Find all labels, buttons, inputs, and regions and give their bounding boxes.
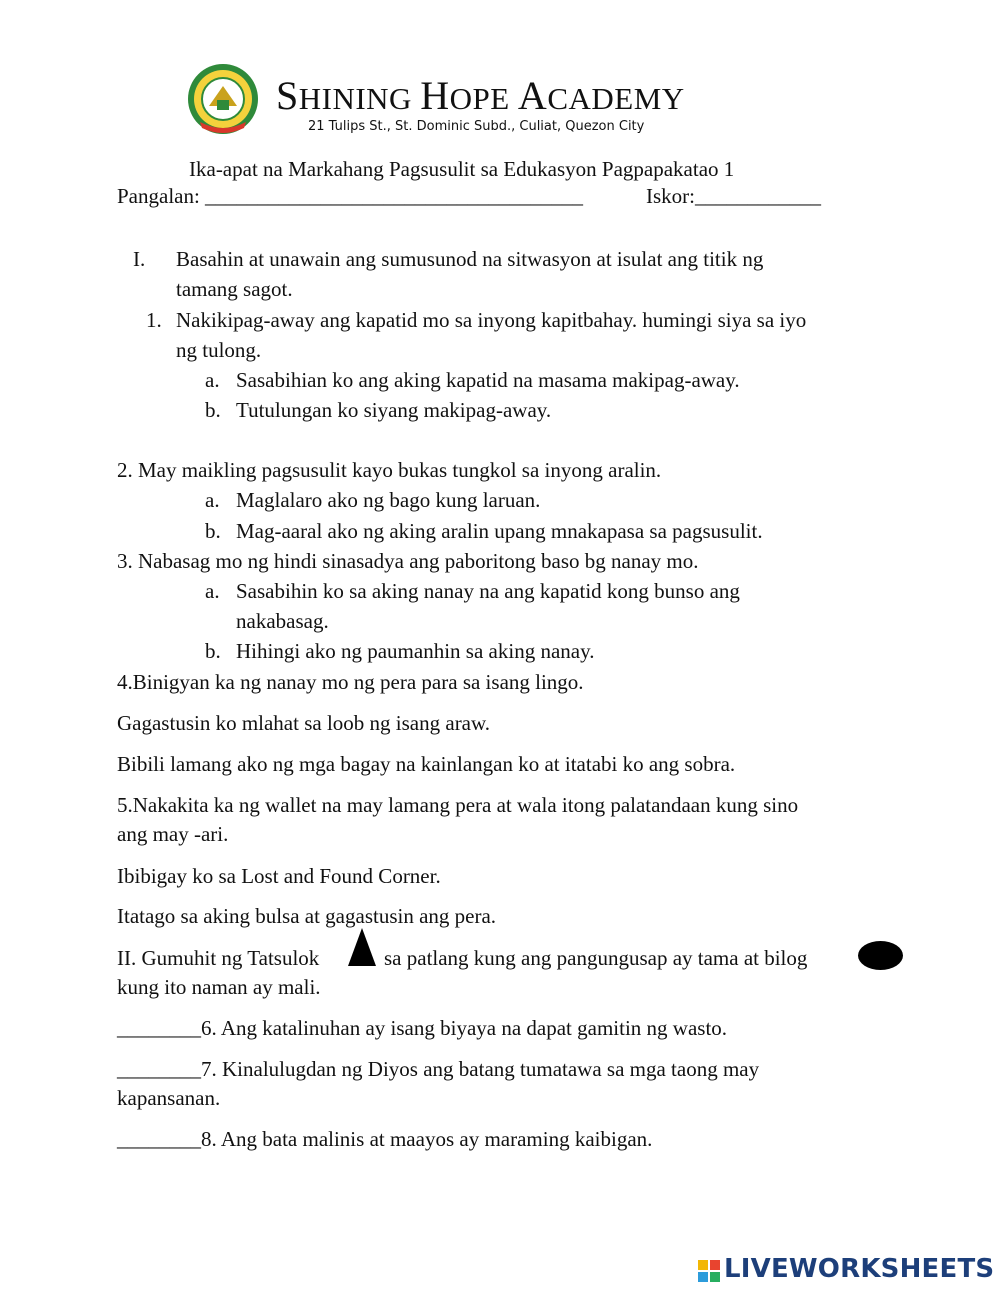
question-number: 1. <box>146 308 162 332</box>
question-4-option-1[interactable]: Gagastusin ko mlahat sa loob ng isang araw. <box>117 711 491 735</box>
name-field[interactable]: Pangalan: ____________________________________ <box>117 184 584 208</box>
question-1-option-b[interactable]: Tutulungan ko siyang makipag-away. <box>236 398 552 422</box>
question-8-text: 8. Ang bata malinis at maayos ay maraming kaibigan. <box>201 1127 653 1151</box>
question-2-text: 2. May maikling pagsusulit kayo bukas tungkol sa inyong aralin. <box>117 458 662 482</box>
question-8 <box>117 1124 652 1154</box>
part1-instruction: Basahin at unawain ang sumusunod na sitwasyon at isulat ang titik ng <box>176 247 764 271</box>
part2-instruction-mid: sa patlang kung ang pangungusap ay tama at bilog <box>384 946 808 970</box>
question-3-text: 3. Nabasag mo ng hindi sinasadya ang paboritong baso bg nanay mo. <box>117 549 699 573</box>
score-field[interactable]: Iskor:____________ <box>646 184 821 208</box>
question-6 <box>117 1013 727 1043</box>
answer-blank[interactable]: ________ <box>117 1127 201 1151</box>
question-7-text: 7. Kinalulugdan ng Diyos ang batang tumatawa sa mga taong may <box>201 1057 760 1081</box>
question-5-text-cont: ang may -ari. <box>117 822 229 846</box>
question-5-option-1[interactable]: Ibibigay ko sa Lost and Found Corner. <box>117 864 441 888</box>
option-letter: a. <box>205 488 220 512</box>
question-2-option-b[interactable]: Mag-aaral ako ng aking aralin upang mnakapasa sa pagsusulit. <box>236 519 763 543</box>
question-3-option-a-cont[interactable]: nakabasag. <box>236 609 329 633</box>
question-5-text: 5.Nakakita ka ng wallet na may lamang pera at wala itong palatandaan kung sino <box>117 793 799 817</box>
option-letter: b. <box>205 639 221 663</box>
page-title: Ika-apat na Markahang Pagsusulit sa Edukasyon Pagpapakatao 1 <box>189 157 735 181</box>
question-7 <box>117 1054 759 1084</box>
answer-blank[interactable]: ________ <box>117 1016 201 1040</box>
school-name: SHINING HOPE ACADEMY <box>276 73 685 118</box>
part-numeral: I. <box>133 247 146 271</box>
liveworksheets-logo-icon <box>698 1260 720 1282</box>
oval-icon <box>858 941 903 970</box>
question-4-text: 4.Binigyan ka ng nanay mo ng pera para sa isang lingo. <box>117 670 584 694</box>
answer-blank[interactable]: ________ <box>117 1057 201 1081</box>
question-1-option-a[interactable]: Sasabihian ko ang aking kapatid na masama makipag-away. <box>236 368 740 392</box>
part2-instruction-cont: kung ito naman ay mali. <box>117 975 321 999</box>
question-6-text: 6. Ang katalinuhan ay isang biyaya na dapat gamitin ng wasto. <box>201 1016 728 1040</box>
question-1-text-cont: ng tulong. <box>176 338 262 362</box>
liveworksheets-brand[interactable]: LIVEWORKSHEETS <box>724 1254 995 1284</box>
triangle-icon <box>348 928 376 966</box>
question-4-option-2[interactable]: Bibili lamang ako ng mga bagay na kainlangan ko at itatabi ko ang sobra. <box>117 752 736 776</box>
option-letter: b. <box>205 519 221 543</box>
question-2-option-a[interactable]: Maglalaro ako ng bago kung laruan. <box>236 488 541 512</box>
part1-instruction-cont: tamang sagot. <box>176 277 293 301</box>
question-7-text-cont: kapansanan. <box>117 1086 221 1110</box>
question-3-option-b[interactable]: Hihingi ako ng paumanhin sa aking nanay. <box>236 639 595 663</box>
question-1-text: Nakikipag-away ang kapatid mo sa inyong kapitbahay. humingi siya sa iyo <box>176 308 807 332</box>
question-5-option-2[interactable]: Itatago sa aking bulsa at gagastusin ang pera. <box>117 904 497 928</box>
option-letter: a. <box>205 579 220 603</box>
part2-instruction: II. Gumuhit ng Tatsulok <box>117 946 320 970</box>
option-letter: b. <box>205 398 221 422</box>
question-3-option-a[interactable]: Sasabihin ko sa aking nanay na ang kapatid kong bunso ang <box>236 579 740 603</box>
school-address: 21 Tulips St., St. Dominic Subd., Culiat, Quezon City <box>308 119 645 134</box>
school-logo-icon <box>186 62 260 136</box>
option-letter: a. <box>205 368 220 392</box>
